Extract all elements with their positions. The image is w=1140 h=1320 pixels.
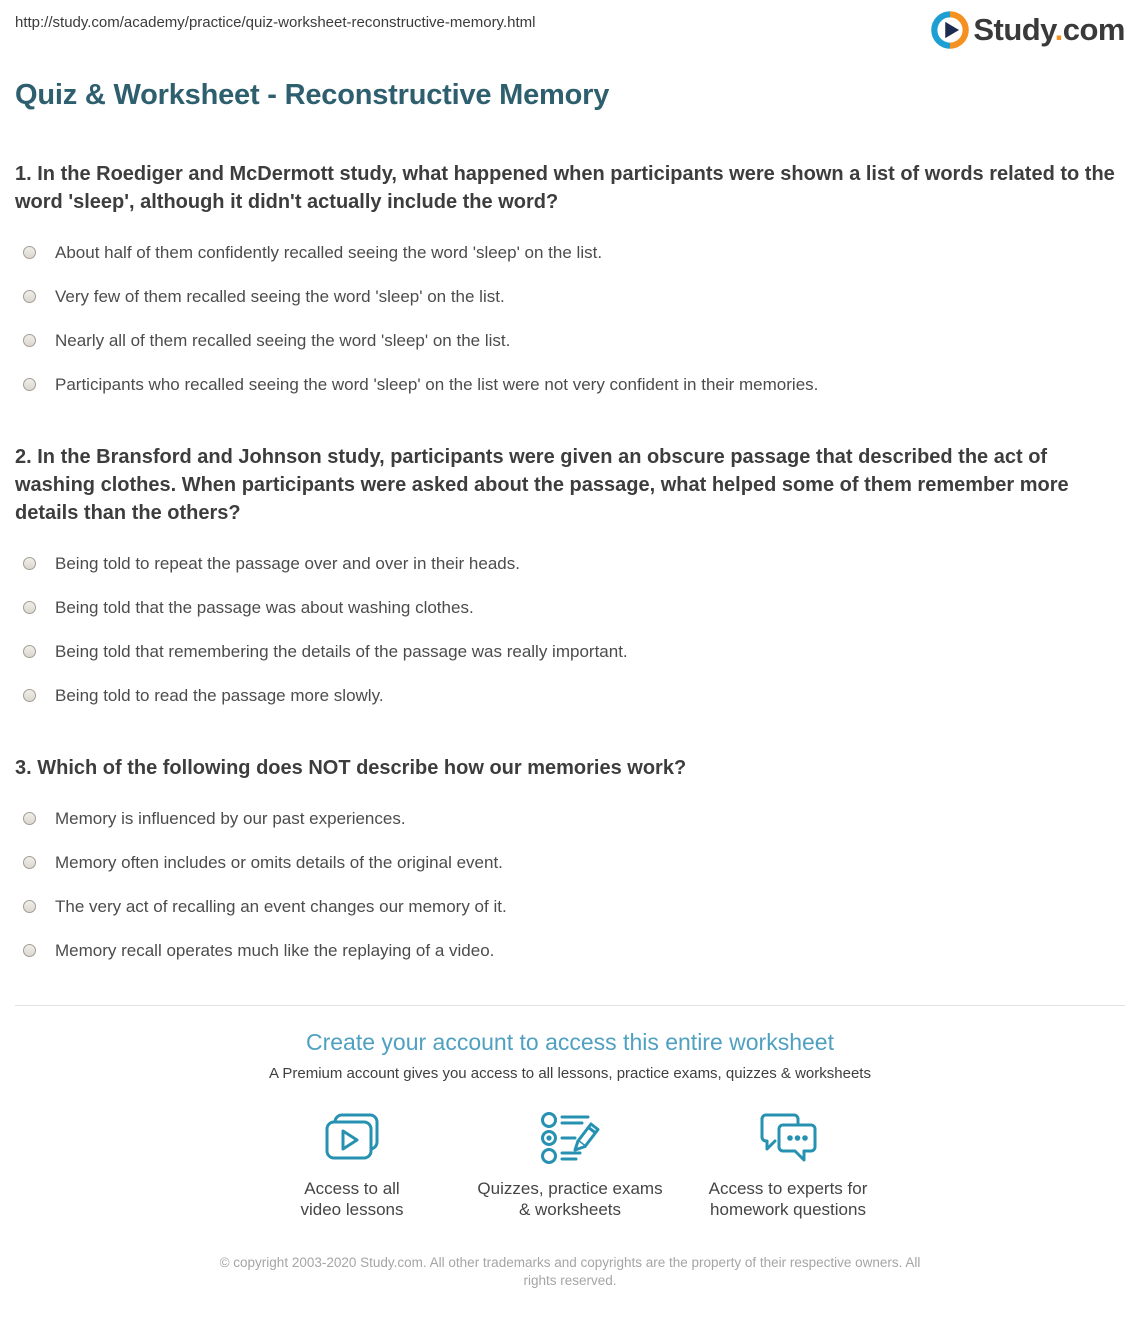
chat-experts-icon (679, 1110, 897, 1166)
study-play-icon (931, 11, 969, 49)
logo-text: Study.com (973, 12, 1125, 47)
page-title: Quiz & Worksheet - Reconstructive Memory (15, 79, 610, 111)
answer-option-label[interactable]: Memory often includes or omits details of the original event. (55, 853, 503, 872)
video-lessons-icon (243, 1110, 461, 1166)
radio-button[interactable] (23, 378, 36, 391)
feature-homework-experts (679, 1110, 897, 1220)
radio-button[interactable] (23, 246, 36, 259)
answer-option-label[interactable]: Very few of them recalled seeing the word 'sleep' on the list. (55, 287, 505, 306)
answer-option[interactable] (15, 853, 1125, 873)
answer-option-label[interactable]: About half of them confidently recalled seeing the word 'sleep' on the list. (55, 243, 603, 262)
answer-option[interactable] (15, 554, 1125, 574)
answer-option-label[interactable]: Nearly all of them recalled seeing the word 'sleep' on the list. (55, 331, 511, 350)
radio-button[interactable] (23, 557, 36, 570)
section-divider (15, 1005, 1125, 1006)
question-text: 3. Which of the following does NOT describe how our memories work? (15, 757, 687, 779)
question-3-options (15, 809, 1125, 961)
radio-button[interactable] (23, 812, 36, 825)
answer-option-label[interactable]: Participants who recalled seeing the word 'sleep' on the list were not very confident in their memories. (55, 375, 819, 394)
answer-option-label[interactable]: Being told that the passage was about washing clothes. (55, 598, 474, 617)
feature-label: Access to experts for homework questions (708, 1179, 868, 1219)
answer-option[interactable] (15, 686, 1125, 706)
answer-option[interactable] (15, 809, 1125, 829)
quiz-worksheet-icon (461, 1110, 679, 1166)
study-logo[interactable] (931, 11, 1125, 49)
feature-quizzes-worksheets (461, 1110, 679, 1220)
radio-button[interactable] (23, 856, 36, 869)
answer-option[interactable] (15, 642, 1125, 662)
answer-option[interactable] (15, 941, 1125, 961)
radio-button[interactable] (23, 900, 36, 913)
radio-button[interactable] (23, 645, 36, 658)
answer-option[interactable] (15, 897, 1125, 917)
question-1 (15, 160, 1125, 395)
feature-video-lessons (243, 1110, 461, 1220)
answer-option[interactable] (15, 331, 1125, 351)
radio-button[interactable] (23, 290, 36, 303)
question-2 (15, 443, 1125, 706)
answer-option[interactable] (15, 375, 1125, 395)
features-row (15, 1110, 1125, 1220)
page-url: http://study.com/academy/practice/quiz-worksheet-reconstructive-memory.html (15, 14, 536, 31)
question-1-options (15, 243, 1125, 395)
copyright-notice: © copyright 2003-2020 Study.com. All other trademarks and copyrights are the property of their respective owners. All rights reserved. (219, 1255, 921, 1288)
question-text: 1. In the Roediger and McDermott study, what happened when participants were shown a list of words related to the word 'sleep', although it didn't actually include the word? (15, 163, 1115, 213)
feature-label: Access to all video lessons (300, 1179, 404, 1219)
radio-button[interactable] (23, 944, 36, 957)
question-3 (15, 754, 1125, 961)
question-text: 2. In the Bransford and Johnson study, participants were given an obscure passage that described the act of washing clothes. When participants were asked about the passage, what helped some of them remember more details than the others? (15, 446, 1069, 524)
answer-option-label[interactable]: The very act of recalling an event changes our memory of it. (55, 897, 507, 916)
answer-option-label[interactable]: Being told that remembering the details of the passage was really important. (55, 642, 628, 661)
answer-option[interactable] (15, 598, 1125, 618)
feature-label: Quizzes, practice exams & worksheets (477, 1179, 663, 1219)
logo-dot: . (1054, 12, 1063, 47)
cta-section (15, 1029, 1125, 1220)
create-account-link[interactable]: Create your account to access this entire worksheet (306, 1029, 834, 1055)
answer-option-label[interactable]: Being told to read the passage more slowly. (55, 686, 384, 705)
premium-subheading: A Premium account gives you access to all lessons, practice exams, quizzes & worksheets (269, 1065, 871, 1082)
answer-option[interactable] (15, 287, 1125, 307)
header (15, 0, 1125, 49)
answer-option-label[interactable]: Being told to repeat the passage over and over in their heads. (55, 554, 520, 573)
radio-button[interactable] (23, 601, 36, 614)
answer-option-label[interactable]: Memory is influenced by our past experiences. (55, 809, 406, 828)
radio-button[interactable] (23, 689, 36, 702)
answer-option-label[interactable]: Memory recall operates much like the replaying of a video. (55, 941, 495, 960)
answer-option[interactable] (15, 243, 1125, 263)
question-2-options (15, 554, 1125, 706)
radio-button[interactable] (23, 334, 36, 347)
